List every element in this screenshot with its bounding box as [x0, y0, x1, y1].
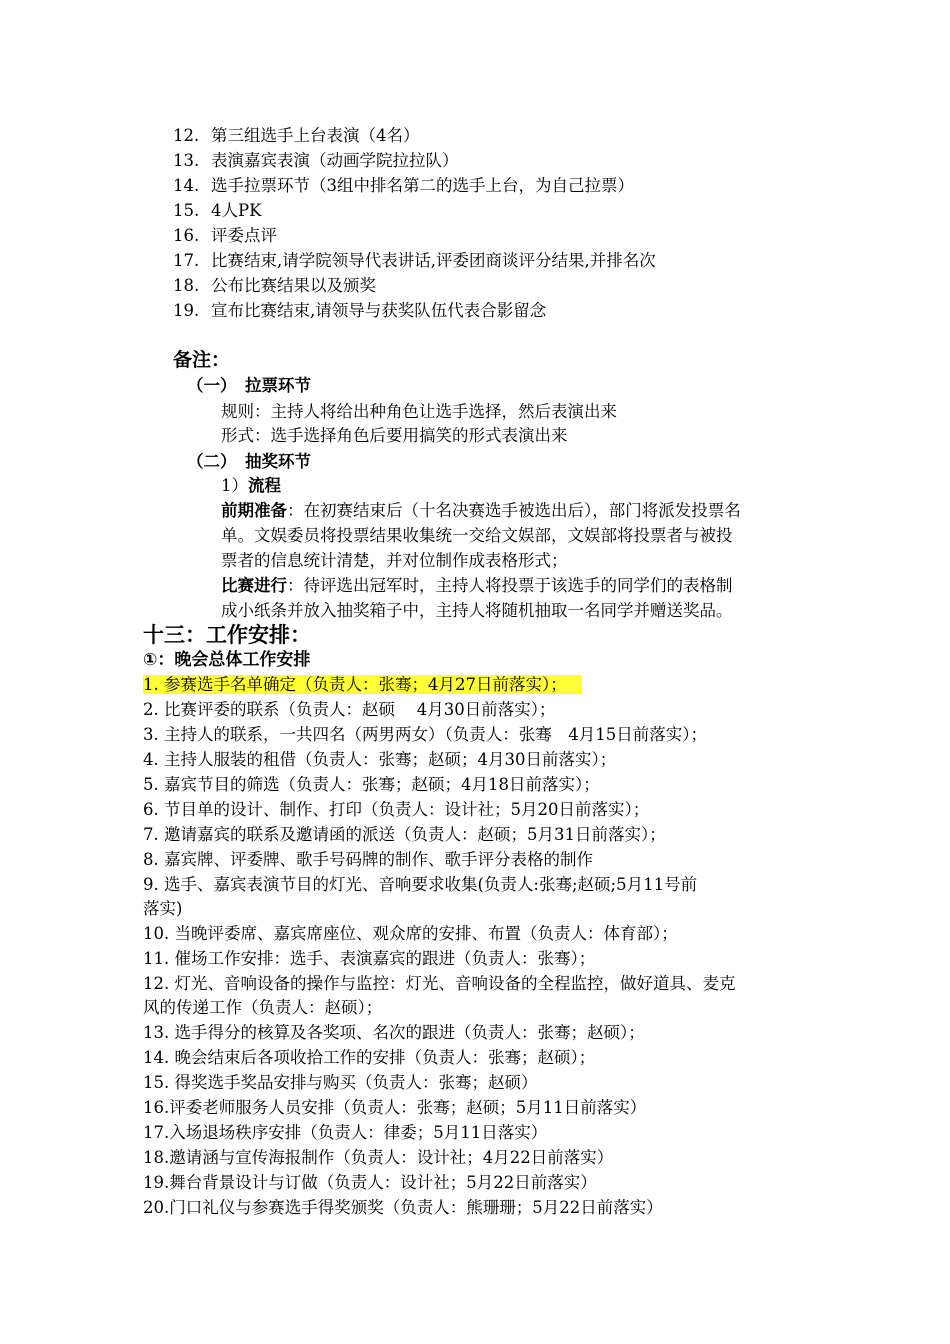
section-title: 十三：工作安排： [143, 623, 311, 647]
task-item: 12. 灯光、音响设备的操作与监控：灯光、音响设备的全程监控，做好道具、麦克 [143, 974, 736, 993]
task-item: 6. 节目单的设计、制作、打印（负责人：设计社；5月20日前落实）； [143, 800, 650, 819]
task-item: 10. 当晚评委席、嘉宾席座位、观众席的安排、布置（负责人：体育部）； [143, 924, 678, 943]
task-item: 14. 晚会结束后各项收拾工作的安排（负责人：张骞；赵硕）； [143, 1048, 596, 1067]
task-item: 4. 主持人服装的租借（负责人：张骞；赵硕；4月30日前落实）； [143, 750, 617, 769]
task-item: 20.门口礼仪与参赛选手得奖颁奖（负责人：熊珊珊；5月22日前落实） [143, 1198, 663, 1217]
task-item: 9. 选手、嘉宾表演节目的灯光、音响要求收集(负责人:张骞;赵硕;5月11号前 [143, 875, 698, 894]
notes-part2-flow: 1）流程 [221, 476, 281, 495]
program-item: 16. 评委点评 [173, 226, 277, 245]
program-item: 14. 选手拉票环节（3组中排名第二的选手上台，为自己拉票） [173, 176, 634, 195]
task-item: 5. 嘉宾节目的筛选（负责人：张骞；赵硕；4月18日前落实）； [143, 775, 600, 794]
notes-part1-heading: （一） 拉票环节 [187, 376, 311, 395]
prep-paragraph-line: 单。文娱委员将投票结果收集统一交给文娱部，文娱部将投票者与被投 [221, 526, 733, 545]
program-item: 19. 宣布比赛结束,请领导与获奖队伍代表合影留念 [173, 301, 547, 320]
task-item: 19.舞台背景设计与订做（负责人：设计社；5月22日前落实） [143, 1173, 597, 1192]
task-item [143, 673, 582, 697]
program-item: 15. 4人PK [173, 201, 262, 220]
prep-paragraph-line: 票者的信息统计清楚，并对位制作成表格形式； [221, 551, 568, 570]
task-item-continued: 风的传递工作（负责人：赵硕）； [143, 998, 383, 1017]
task-item: 11. 催场工作安排：选手、表演嘉宾的跟进（负责人：张骞）； [143, 949, 596, 968]
program-item: 12. 第三组选手上台表演（4名） [173, 126, 420, 145]
task-item: 16.评委老师服务人员安排（负责人：张骞；赵硕；5月11日前落实） [143, 1098, 647, 1117]
task-item: 17.入场退场秩序安排（负责人：律委；5月11日落实） [143, 1123, 548, 1142]
prep-paragraph-line: 前期准备：在初赛结束后（十名决赛选手被选出后），部门将派发投票名 [221, 501, 741, 520]
task-item: 2. 比赛评委的联系（负责人：赵硕 4月30日前落实）； [143, 700, 556, 719]
task-item: 3. 主持人的联系，一共四名（两男两女）（负责人：张骞 4月15日前落实）； [143, 725, 707, 744]
highlighted-text: 1. 参赛选手名单确定（负责人：张骞；4月27日前落实）； [143, 675, 567, 694]
task-item: 7. 邀请嘉宾的联系及邀请函的派送（负责人：赵硕；5月31日前落实）； [143, 825, 666, 844]
program-item: 13. 表演嘉宾表演（动画学院拉拉队） [173, 151, 459, 170]
program-item: 18. 公布比赛结果以及颁奖 [173, 276, 376, 295]
notes-part1-form: 形式：选手选择角色后要用搞笑的形式表演出来 [221, 426, 568, 445]
task-item: 13. 选手得分的核算及各奖项、名次的跟进（负责人：张骞；赵硕）； [143, 1023, 645, 1042]
task-item-continued: 落实) [143, 899, 183, 918]
task-item: 15. 得奖选手奖品安排与购买（负责人：张骞；赵硕） [143, 1073, 538, 1092]
notes-heading: 备注： [173, 349, 231, 371]
during-paragraph-line: 成小纸条并放入抽奖箱子中，主持人将随机抽取一名同学并赠送奖品。 [221, 601, 733, 620]
section-subtitle: ①：晚会总体工作安排 [143, 650, 311, 670]
notes-part1-rule: 规则：主持人将给出种角色让选手选择，然后表演出来 [221, 402, 617, 421]
notes-part2-heading: （二） 抽奖环节 [187, 452, 311, 471]
during-paragraph-line: 比赛进行：待评选出冠军时，主持人将投票于该选手的同学们的表格制 [221, 576, 733, 595]
task-item: 8. 嘉宾牌、评委牌、歌手号码牌的制作、歌手评分表格的制作 [143, 850, 593, 869]
task-item: 18.邀请涵与宣传海报制作（负责人：设计社；4月22日前落实） [143, 1148, 614, 1167]
program-item: 17. 比赛结束,请学院领导代表讲话,评委团商谈评分结果,并排名次 [173, 251, 656, 270]
